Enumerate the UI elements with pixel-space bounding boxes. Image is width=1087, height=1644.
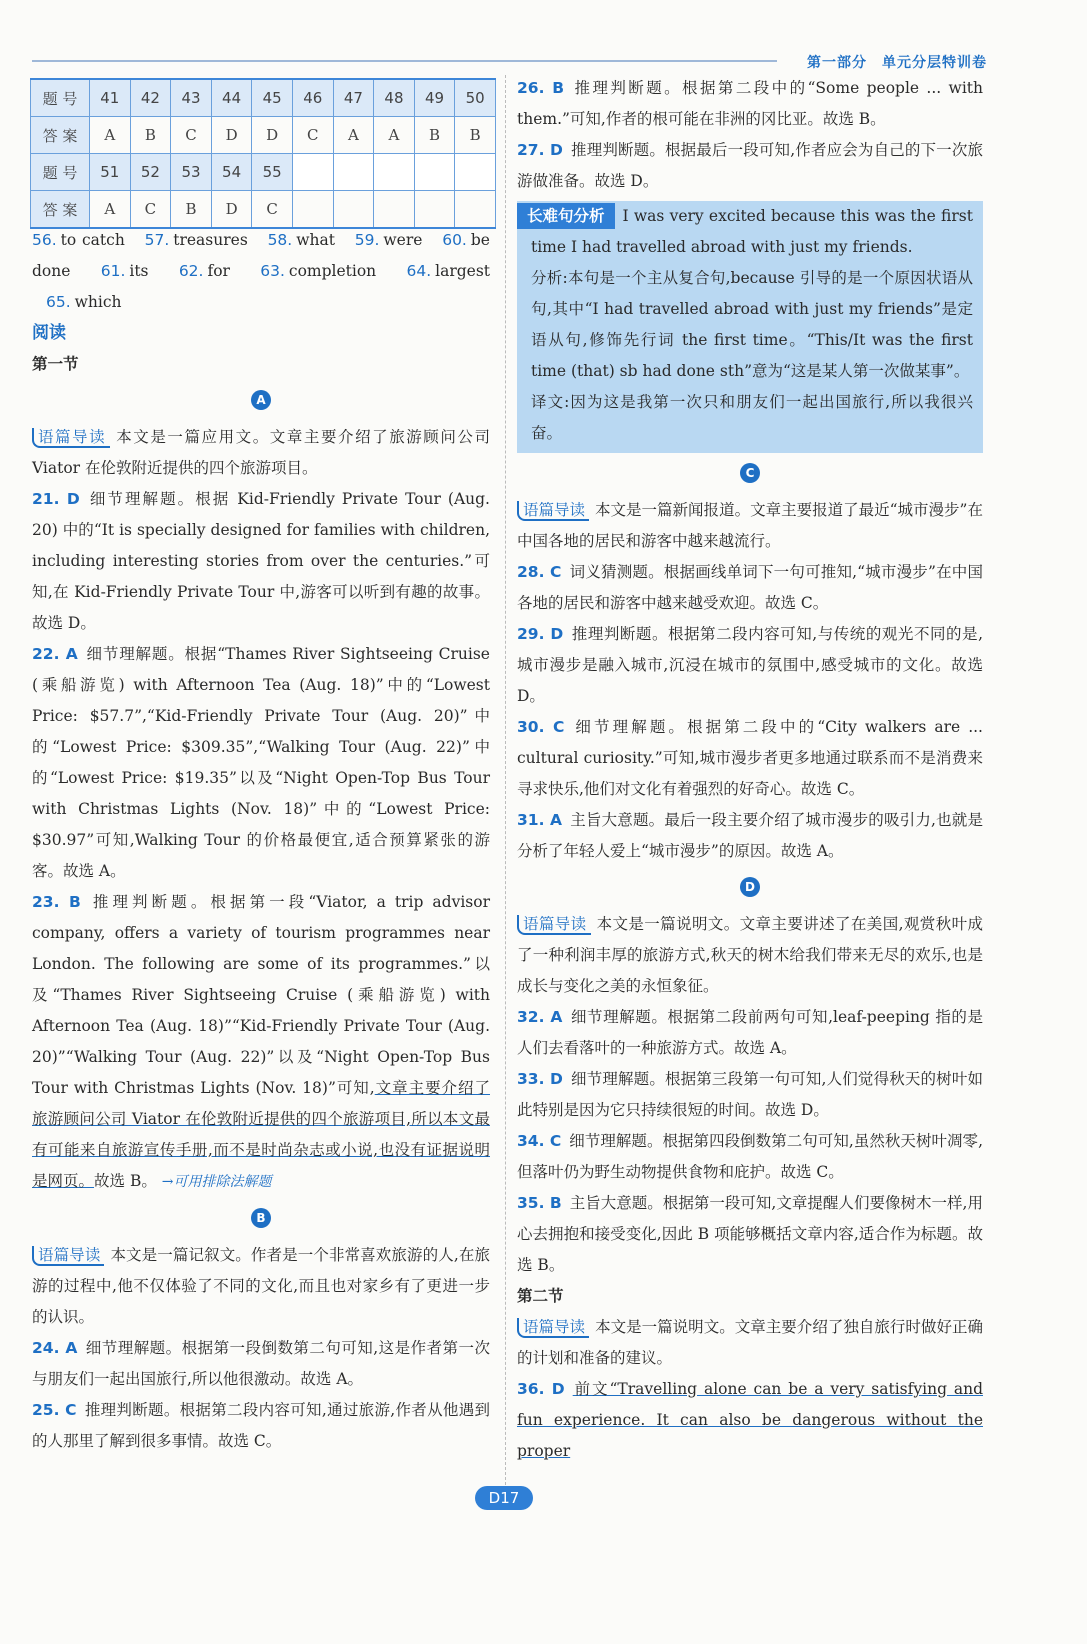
explanation: 主旨大意题。最后一段主要介绍了城市漫步的吸引力,也就是分析了年轻人爱上“城市漫步”的原因。故选 A。 [517,811,983,860]
guide-tag: 语篇导读 [32,428,110,448]
table-cell [374,191,415,229]
fill-number: 62. [178,262,204,280]
guide-tag: 语篇导读 [517,501,589,521]
table-cell: 48 [374,79,415,117]
guide-text: 本文是一篇记叙文。作者是一个非常喜欢旅游的人,在旅游的过程中,他不仅体验了不同的文化,而且也对家乡有了更进一步的认识。 [32,1246,490,1326]
table-cell: 52 [130,154,171,191]
table-cell [333,191,374,229]
fill-number: 61. [100,262,126,280]
guide-text: 本文是一篇说明文。文章主要讲述了在美国,观赏秋叶成了一种利润丰厚的旅游方式,秋天的树木给我们带来无尽的欢乐,也是成长与变化之美的永恒象征。 [517,915,983,995]
explanation: 细节理解题。根据“Thames River Sightseeing Cruise (乘船游览) with Afternoon Tea (Aug. 18)”中的“Lowest Price: $57.7”,“Kid-Friendly Private Tour (Aug. 20)”中的“Lowest Price: $309.35”,“Walking Tour (Aug. 22)”中的“Lowest Price: $19.35”以及“Night Open-Top Bus Tour with Christmas Lights (Nov. 18)”中的“Lowest Price: $30.97”可知,Walking Tour 的价格最便宜,适合预算紧张的游客。故选 A。 [32,645,490,880]
answer-24 [32,1333,490,1395]
answer-36 [517,1374,983,1467]
question-number: 34. C [517,1132,562,1150]
table-cell: C [171,117,212,154]
guide-text: 本文是一篇新闻报道。文章主要报道了最近“城市漫步”在中国各地的居民和游客中越来越流行。 [517,501,983,550]
answer-row [31,191,496,229]
guide-tag: 语篇导读 [517,1318,589,1338]
long-sentence-analysis-box [517,201,983,453]
answer-30 [517,712,983,805]
answer-table [30,78,496,229]
analysis-translation: 译文:因为这是我第一次只和朋友们一起出国旅行,所以我很兴奋。 [531,393,973,442]
answer-27 [517,135,983,197]
table-cell [414,154,455,191]
table-cell: D [211,191,252,229]
fill-in-answers [32,225,490,318]
table-cell: 49 [414,79,455,117]
question-number: 35. B [517,1194,562,1212]
analysis-sentence: I was very excited because this was the first time I had travelled abroad with just my friends. [531,207,973,256]
explanation: 推理判断题。根据第二段中的“Some people ... with them.”可知,作者的根可能在非洲的冈比亚。故选 B。 [517,79,983,128]
reading-heading: 阅读 [32,323,66,343]
question-number: 31. A [517,811,563,829]
table-cell: B [130,117,171,154]
answer-row [31,117,496,154]
answer-34 [517,1126,983,1188]
table-cell: 42 [130,79,171,117]
question-number-row [31,154,496,191]
question-number-row [31,79,496,117]
explanation: 主旨大意题。根据第一段可知,文章提醒人们要像树木一样,用心去拥抱和接受变化,因此 B 项能够概括文章内容,适合作为标题。故选 B。 [517,1194,983,1274]
table-cell [374,154,415,191]
table-cell [292,191,333,229]
fill-number: 64. [406,262,432,280]
table-cell: 43 [171,79,212,117]
question-number: 27. D [517,141,563,159]
header-rule [32,60,777,62]
fill-answer: what [296,231,335,249]
fill-number: 65. [46,293,71,311]
fill-answer: be done [32,231,490,280]
table-cell: 50 [455,79,496,117]
table-cell: 55 [252,154,293,191]
table-cell: A [90,191,131,229]
fill-number: 57. [144,231,170,249]
fill-answer: for [207,262,230,280]
explanation: 推理判断题。根据第二段内容可知,与传统的观光不同的是,城市漫步是融入城市,沉浸在城市的氛围中,感受城市的文化。故选 D。 [517,625,983,705]
fill-answer: completion [288,262,377,280]
section-one-heading: 第一节 [32,355,79,373]
question-number: 23. B [32,893,81,911]
left-column [32,225,490,1457]
fill-answer: which [74,293,122,311]
answer-35 [517,1188,983,1281]
guide-tag: 语篇导读 [517,915,591,935]
passage-a-marker: A [251,390,271,410]
explanation: 细节理解题。根据第二段前两句可知,leaf-peeping 指的是人们去看落叶的一种旅游方式。故选 A。 [517,1008,983,1057]
page-number: D17 [475,1486,533,1510]
answer-21 [32,484,490,639]
underlined-explanation: 文章主要介绍了旅游顾问公司 Viator 在伦敦附近提供的四个旅游项目,所以本文最有可能来自旅游宣传手册,而不是时尚杂志或小说,也没有证据说明是网页。 [32,1079,490,1190]
right-column [517,73,983,1467]
answer-32 [517,1002,983,1064]
fill-answer: treasures [173,231,248,249]
table-cell: C [292,117,333,154]
table-cell: C [130,191,171,229]
table-cell: 41 [90,79,131,117]
fill-number: 63. [260,262,285,280]
question-number: 21. D [32,490,80,508]
passage-c-marker: C [740,463,760,483]
table-cell [414,191,455,229]
explanation: 推理判断题。根据最后一段可知,作者应会为自己的下一次旅游做准备。故选 D。 [517,141,983,190]
answer-23 [32,887,490,1198]
passage-a-guide [32,422,490,484]
guide-tag: 语篇导读 [32,1246,104,1266]
question-number: 30. C [517,718,565,736]
explanation: 细节理解题。根据第一段倒数第二句可知,这是作者第一次与朋友们一起出国旅行,所以他很激动。故选 A。 [32,1339,490,1388]
table-cell: A [90,117,131,154]
passage-b-guide [32,1240,490,1333]
table-cell: A [333,117,374,154]
table-cell: B [455,117,496,154]
question-number: 22. A [32,645,78,663]
table-cell: B [414,117,455,154]
explanation: 细节理解题。根据 Kid-Friendly Private Tour (Aug. 20) 中的“It is specially designed for families with children, including interesting stories from over the centuries.”可知,在 Kid-Friendly Private Tour 中,游客可以听到有趣的故事。故选 D。 [32,490,490,632]
analysis-text: 分析:本句是一个主从复合句,because 引导的是一个原因状语从句,其中“I had travelled abroad with just my friends”是定语从句,修饰先行词 the first time。“This/It was the first time (that) sb had done sth”意为“这是某人第一次做某事”。 [531,269,973,380]
fill-number: 56. [32,231,57,249]
table-cell: 54 [211,154,252,191]
question-number: 36. D [517,1380,565,1398]
answer-25 [32,1395,490,1457]
passage-b-marker: B [251,1208,271,1228]
question-number: 32. A [517,1008,563,1026]
answer-31 [517,805,983,867]
table-cell [292,154,333,191]
table-cell: 45 [252,79,293,117]
row-label: 题 号 [31,154,90,191]
explanation-end: 故选 B。 [94,1172,157,1190]
question-number: 25. C [32,1401,77,1419]
header-title: 第一部分 单元分层特训卷 [807,55,987,71]
row-label: 答 案 [31,191,90,229]
explanation: 推理判断题。根据第二段内容可知,通过旅游,作者从他遇到的人那里了解到很多事情。故选 C。 [32,1401,490,1450]
explanation: 前文“Travelling alone can be a very satisfying and fun experience. It can also be dangerous without the proper [517,1380,983,1460]
passage-d-marker: D [740,877,760,897]
answer-26 [517,73,983,135]
fill-number: 59. [354,231,380,249]
explanation: 细节理解题。根据第二段中的“City walkers are ... cultural curiosity.”可知,城市漫步者更多地通过联系而不是消费来寻求快乐,他们对文化有着强烈的好奇心。故选 C。 [517,718,983,798]
answer-28 [517,557,983,619]
question-number: 33. D [517,1070,563,1088]
guide-text: 本文是一篇说明文。文章主要介绍了独自旅行时做好正确的计划和准备的建议。 [517,1318,983,1367]
table-cell: 47 [333,79,374,117]
table-cell: 53 [171,154,212,191]
explanation: 细节理解题。根据第四段倒数第二句可知,虽然秋天树叶凋零,但落叶仍为野生动物提供食物和庇护。故选 C。 [517,1132,983,1181]
section-two-guide [517,1312,983,1374]
passage-d-guide [517,909,983,1002]
table-cell: B [171,191,212,229]
table-cell: D [211,117,252,154]
fill-number: 58. [267,231,293,249]
fill-number: 60. [442,231,467,249]
table-cell [455,191,496,229]
column-divider [505,75,506,1485]
table-cell: 44 [211,79,252,117]
passage-c-guide [517,495,983,557]
fill-answer: largest [435,262,491,280]
question-number: 26. B [517,79,565,97]
section-two-heading: 第二节 [517,1287,564,1305]
handwritten-note: →可用排除法解题 [161,1174,272,1190]
table-cell: D [252,117,293,154]
explanation: 细节理解题。根据第三段第一句可知,人们觉得秋天的树叶如此特别是因为它只持续很短的时间。故选 D。 [517,1070,983,1119]
explanation: 词义猜测题。根据画线单词下一句可推知,“城市漫步”在中国各地的居民和游客中越来越受欢迎。故选 C。 [517,563,984,612]
table-cell: A [374,117,415,154]
guide-text: 本文是一篇应用文。文章主要介绍了旅游顾问公司 Viator 在伦敦附近提供的四个旅游项目。 [32,428,490,477]
table-cell [333,154,374,191]
fill-answer: to catch [60,231,125,249]
explanation: 推理判断题。根据第一段“Viator, a trip advisor company, offers a variety of tourism programmes near London. The following are some of its programmes.”以及“Thames River Sightseeing Cruise (乘船游览) with Afternoon Tea (Aug. 18)”“Kid-Friendly Private Tour (Aug. 20)”“Walking Tour (Aug. 22)”以及“Night Open-Top Bus Tour with Christmas Lights (Nov. 18)”可知, [32,893,490,1097]
table-cell: 46 [292,79,333,117]
table-cell: 51 [90,154,131,191]
answer-29 [517,619,983,712]
analysis-tag: 长难句分析 [517,203,615,229]
answer-33 [517,1064,983,1126]
fill-answer: its [129,262,149,280]
question-number: 28. C [517,563,562,581]
table-cell [455,154,496,191]
question-number: 29. D [517,625,564,643]
answer-22 [32,639,490,887]
question-number: 24. A [32,1339,78,1357]
row-label: 答 案 [31,117,90,154]
table-cell: C [252,191,293,229]
fill-answer: were [383,231,423,249]
row-label: 题 号 [31,79,90,117]
